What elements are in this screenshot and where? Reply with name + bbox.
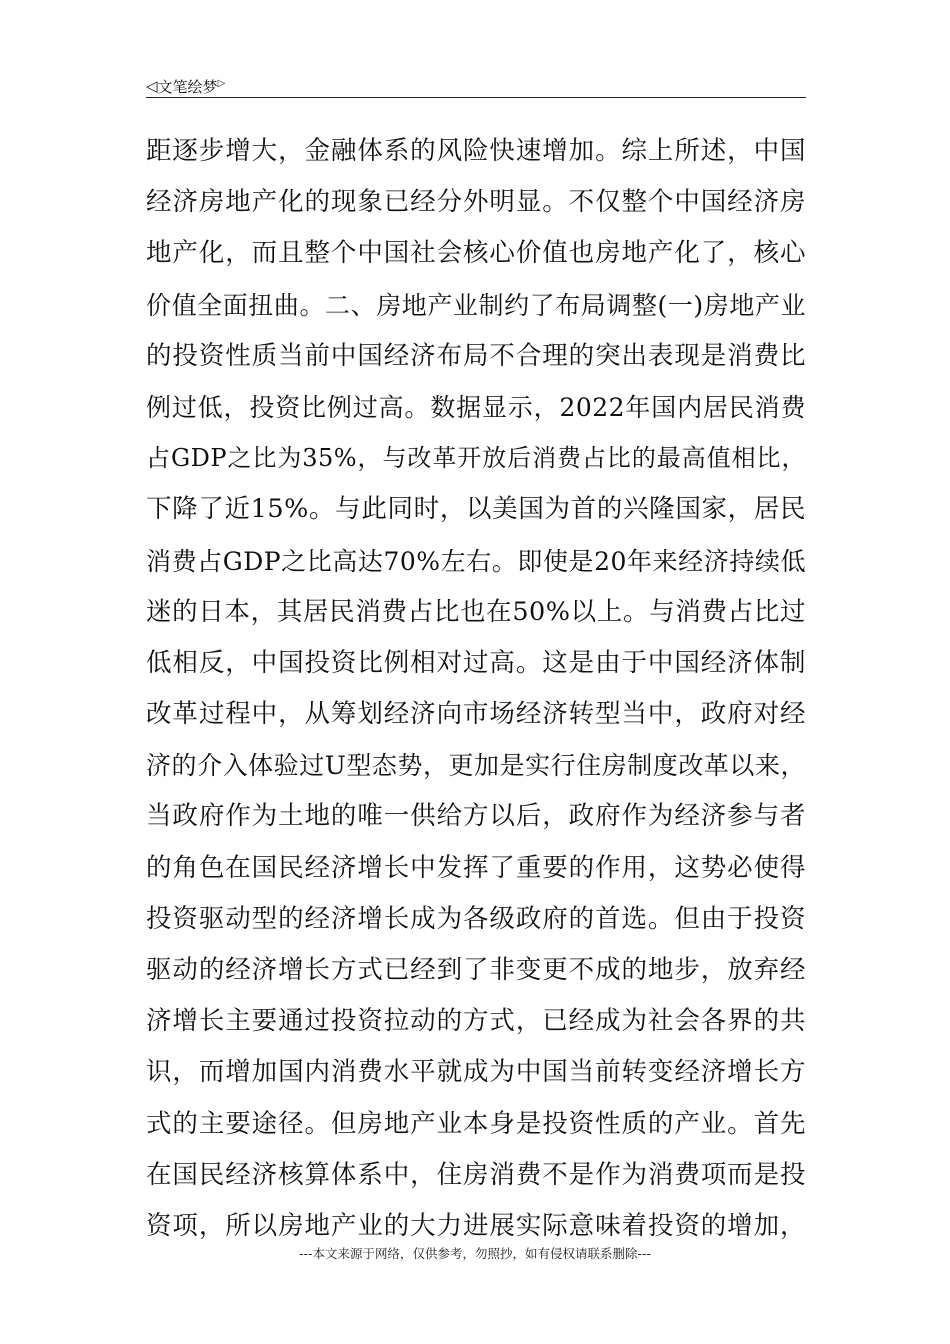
text-line: 济的介入体验过U型态势，更加是实行住房制度改革以来， — [146, 751, 806, 781]
document-header — [146, 76, 225, 97]
text-line: 当政府作为土地的唯一供给方以后，政府作为经济参与者 — [146, 801, 806, 832]
text-line: 驱动的经济增长方式已经到了非变更不成的地步，放弃经 — [146, 955, 806, 985]
text-line: 的角色在国民经济增长中发挥了重要的作用，这势必使得 — [146, 852, 806, 883]
left-triangle-icon: ◁ — [146, 77, 158, 95]
text-line: 消费占GDP之比高达70%左右。即使是20年来经济持续低 — [146, 546, 806, 576]
text-line: 距逐步增大，金融体系的风险快速增加。综上所述，中国 — [146, 136, 806, 166]
right-triangle-icon: ▷ — [217, 77, 226, 89]
text-line: 占GDP之比为35%，与改革开放后消费占比的最高值相比， — [146, 444, 806, 473]
body-text — [146, 126, 806, 1252]
header-divider — [146, 97, 806, 98]
text-line: 式的主要途径。但房地产业本身是投资性质的产业。首先 — [146, 1108, 806, 1139]
text-line: 例过低，投资比例过高。数据显示，2022年国内居民消费 — [146, 392, 806, 422]
text-line: 的投资性质当前中国经济布局不合理的突出表现是消费比 — [146, 340, 806, 371]
text-line: 识，而增加国内消费水平就成为中国当前转变经济增长方 — [146, 1057, 806, 1088]
text-line: 低相反，中国投资比例相对过高。这是由于中国经济体制 — [146, 647, 806, 678]
text-line: 投资驱动型的经济增长成为各级政府的首选。但由于投资 — [146, 903, 806, 934]
text-line: 在国民经济核算体系中，住房消费不是作为消费项而是投 — [146, 1159, 806, 1190]
footer-disclaimer: ---本文来源于网络，仅供参考，勿照抄，如有侵权请联系删除--- — [298, 1246, 652, 1261]
text-line: 经济房地产化的现象已经分外明显。不仅整个中国经济房 — [146, 187, 806, 218]
text-line: 价值全面扭曲。二、房地产业制约了布局调整(一)房地产业 — [146, 290, 806, 320]
text-line: 资项，所以房地产业的大力进展实际意味着投资的增加， — [146, 1210, 806, 1241]
text-line: 济增长主要通过投资拉动的方式，已经成为社会各界的共 — [146, 1006, 806, 1037]
text-line: 下降了近15%。与此同时，以美国为首的兴隆国家，居民 — [146, 494, 806, 525]
header-title: 文笔绘梦 — [157, 78, 218, 96]
text-line: 地产化，而且整个中国社会核心价值也房地产化了，核心 — [146, 238, 806, 269]
text-line: 改革过程中，从筹划经济向市场经济转型当中，政府对经 — [146, 699, 806, 730]
text-line: 迷的日本，其居民消费占比也在50%以上。与消费占比过 — [146, 596, 806, 627]
